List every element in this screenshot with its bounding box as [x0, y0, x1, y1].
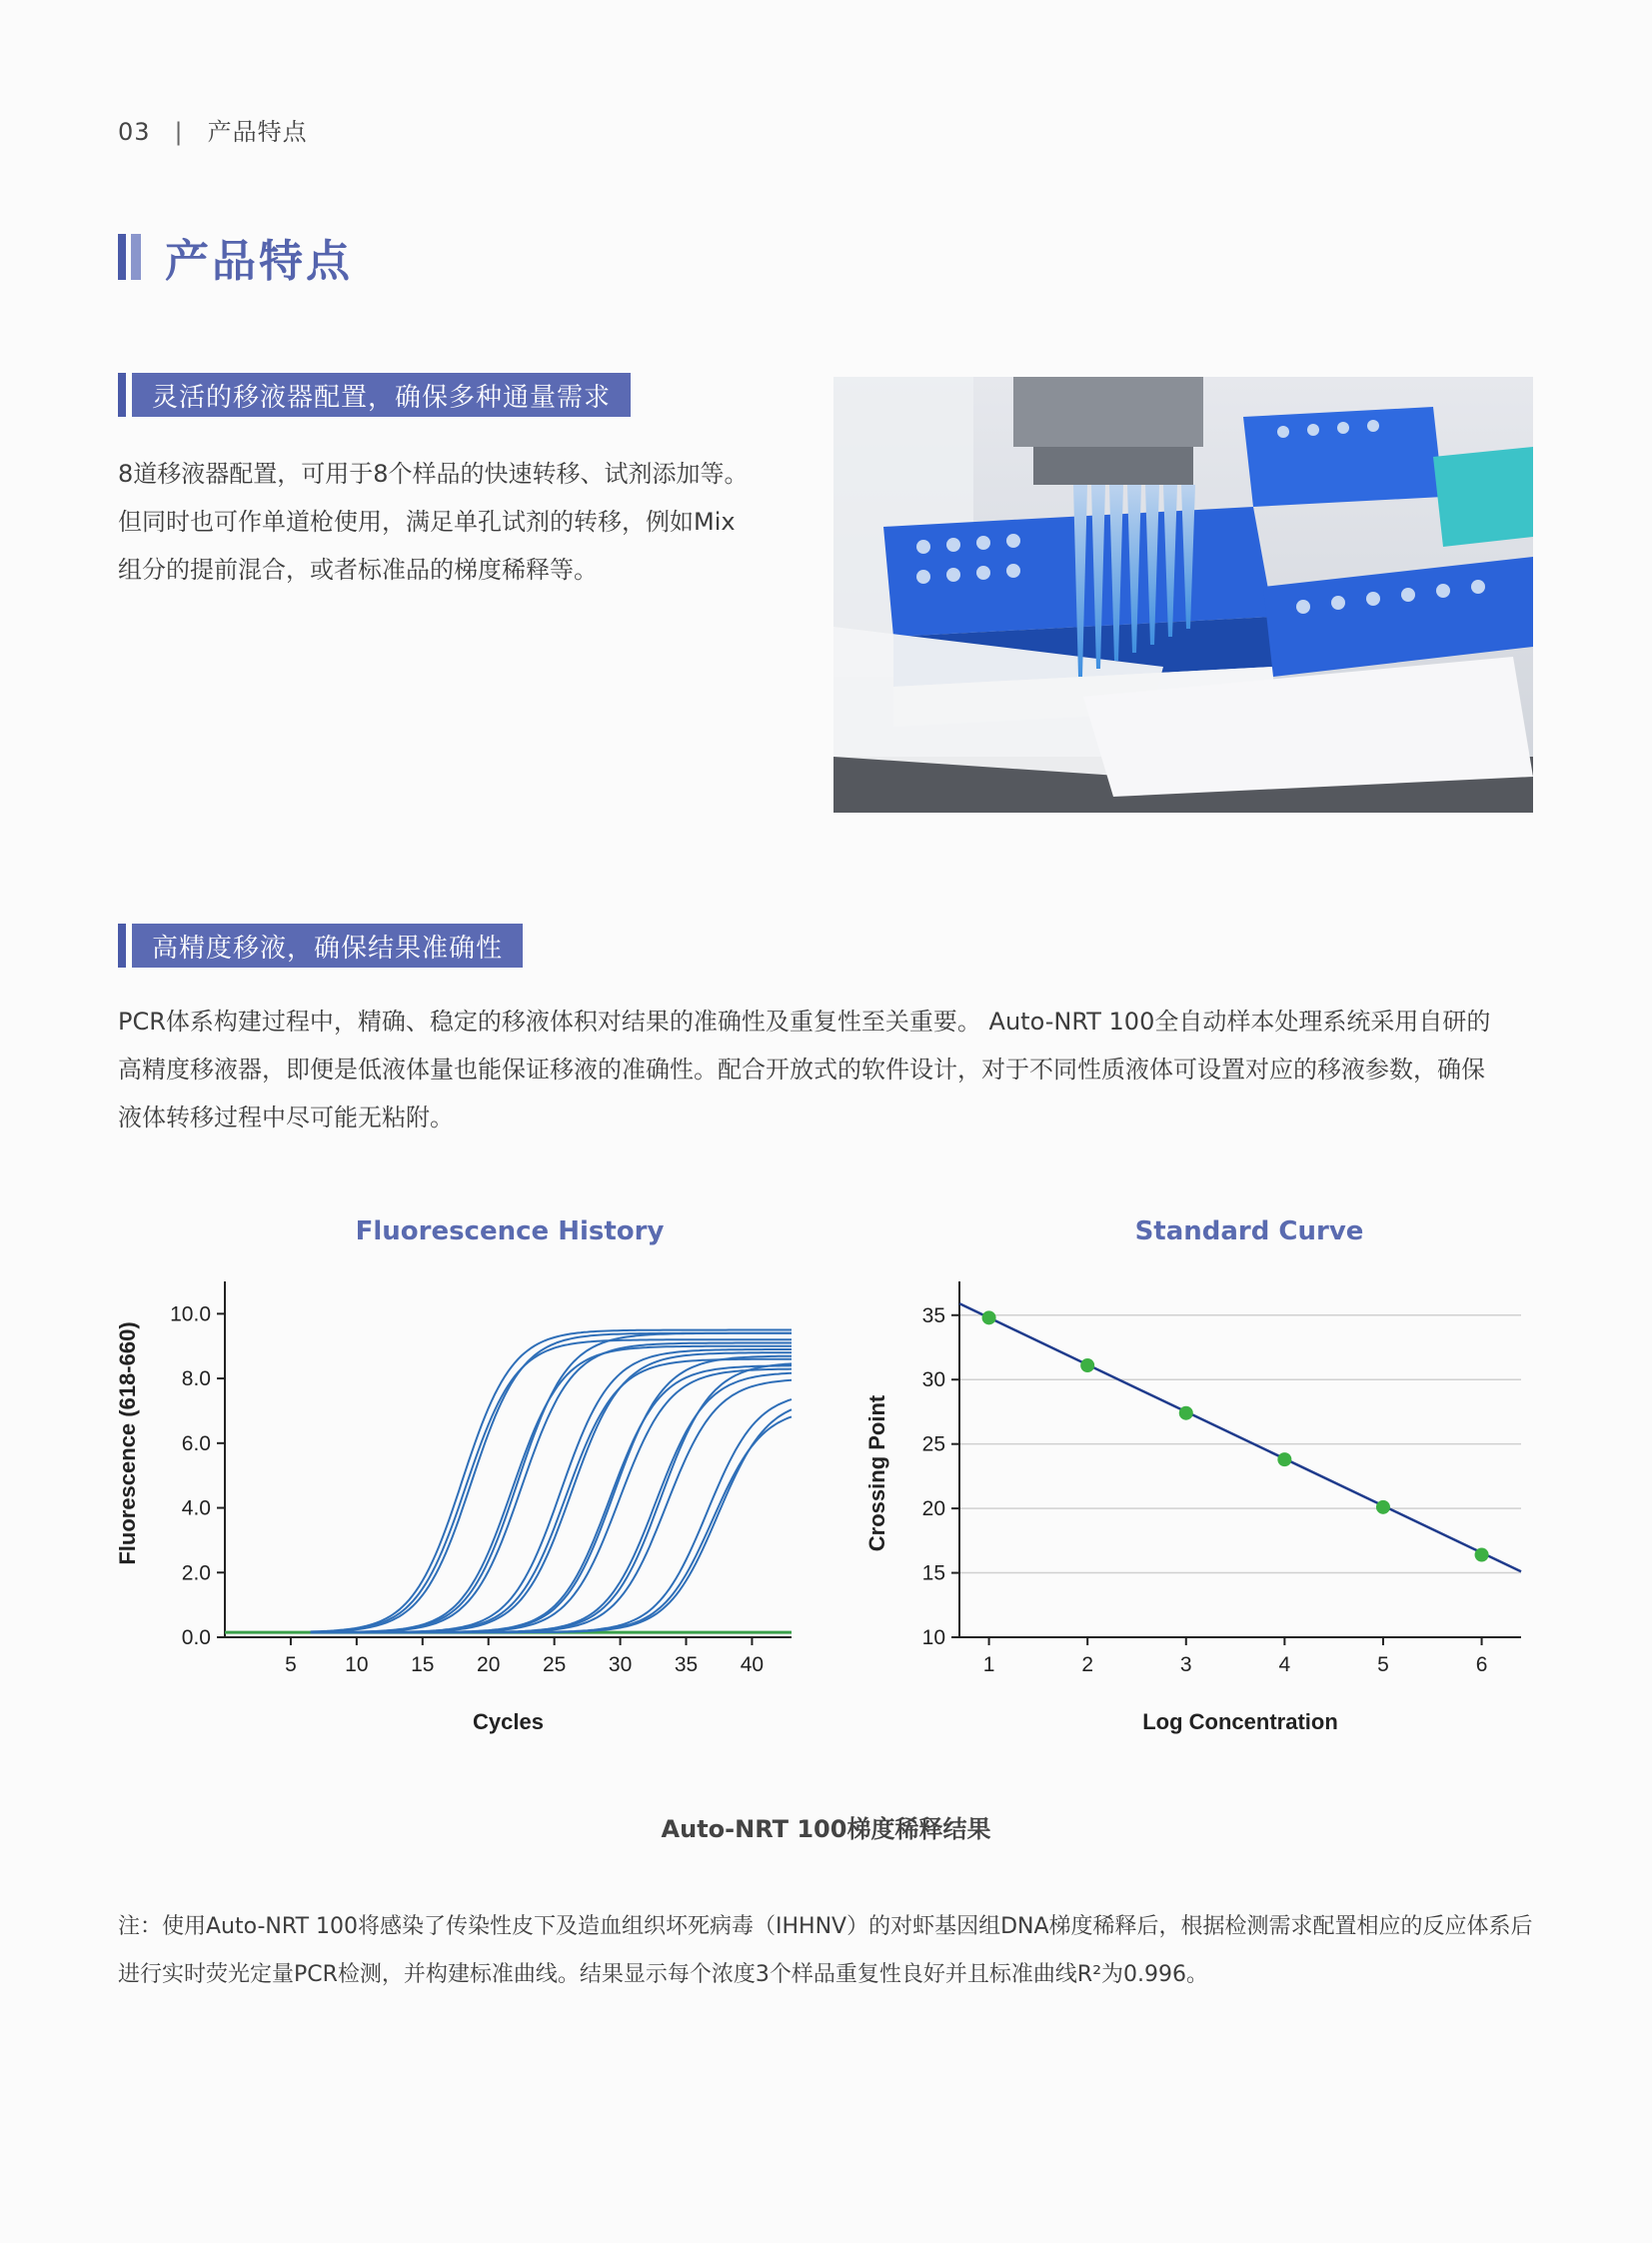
- y-tick-label: 6.0: [181, 1431, 211, 1455]
- x-tick-label: 3: [1179, 1653, 1192, 1676]
- page-title: 产品特点: [165, 236, 353, 287]
- y-tick-label: 35: [921, 1303, 945, 1327]
- x-tick-label: 20: [477, 1653, 501, 1676]
- y-tick-label: 0.0: [181, 1626, 211, 1649]
- amplification-curve-14: [311, 1363, 792, 1632]
- y-tick-label: 8.0: [181, 1367, 211, 1391]
- header-separator: |: [174, 118, 184, 146]
- x-tick-label: 15: [411, 1653, 435, 1676]
- page-number: 03: [118, 118, 151, 146]
- paragraph-line: 液体转移过程中尽可能无粘附。: [118, 1104, 454, 1131]
- header-section: 产品特点: [207, 118, 308, 146]
- y-tick-label: 4.0: [181, 1496, 211, 1520]
- subheading-flexible-pipette: [118, 373, 631, 417]
- x-tick-label: 5: [1377, 1653, 1389, 1676]
- amplification-curve-1: [311, 1330, 792, 1632]
- paragraph-line: 但同时也可作单道枪使用，满足单孔试剂的转移，例如Mix: [118, 508, 736, 536]
- data-point-2: [1080, 1358, 1094, 1372]
- data-point-4: [1277, 1452, 1291, 1466]
- title-bars-decoration: [118, 234, 141, 280]
- amplification-curve-2: [311, 1339, 792, 1631]
- x-tick-label: 2: [1081, 1653, 1094, 1676]
- data-point-6: [1475, 1548, 1489, 1562]
- section-title: [118, 232, 353, 287]
- x-tick-label: 35: [674, 1653, 699, 1676]
- x-tick-label: 30: [608, 1653, 633, 1676]
- x-tick-label: 10: [345, 1653, 369, 1676]
- y-tick-label: 25: [921, 1432, 945, 1456]
- y-tick-label: 2.0: [181, 1561, 211, 1585]
- y-tick-label: 30: [921, 1368, 945, 1392]
- subheading-high-precision: [118, 924, 523, 968]
- x-tick-label: 1: [982, 1653, 995, 1676]
- data-point-1: [982, 1310, 996, 1324]
- paragraph-flexible-pipette: [118, 450, 798, 594]
- standard-curve-chart: [849, 1269, 1539, 1749]
- x-tick-label: 6: [1475, 1653, 1488, 1676]
- subheading-label: 灵活的移液器配置，确保多种通量需求: [132, 373, 631, 417]
- paragraph-line: 组分的提前混合，或者标准品的梯度稀释等。: [118, 556, 598, 584]
- x-axis-label: Log Concentration: [1142, 1709, 1338, 1734]
- footnote-line: 注：使用Auto-NRT 100将感染了传染性皮下及造血组织坏死病毒（IHHNV）的对虾基因组DNA梯度稀释后，根据检测需求配置相应的反应体系后: [118, 1914, 1533, 1939]
- y-tick-label: 20: [921, 1497, 945, 1521]
- y-axis-label: Fluorescence (618-660): [115, 1321, 140, 1565]
- amplification-curve-8: [311, 1359, 792, 1632]
- x-axis-label: Cycles: [473, 1709, 544, 1734]
- amplification-curve-4: [311, 1346, 792, 1632]
- y-tick-label: 15: [921, 1561, 945, 1585]
- x-tick-label: 5: [285, 1653, 297, 1676]
- paragraph-line: PCR体系构建过程中，精确、稳定的移液体积对结果的准确性及重复性至关重要。 Auto-NRT 100全自动样本处理系统采用自研的: [118, 1008, 1491, 1036]
- figure-caption: Auto-NRT 100梯度稀释结果: [661, 1815, 991, 1843]
- x-tick-label: 40: [740, 1653, 765, 1676]
- data-point-3: [1179, 1406, 1193, 1420]
- paragraph-line: 高精度移液器，即便是低液体量也能保证移液的准确性。配合开放式的软件设计，对于不同性质液体可设置对应的移液参数，确保: [118, 1056, 1485, 1084]
- regression-line: [959, 1303, 1521, 1571]
- pipette-photo: [833, 377, 1533, 813]
- y-axis-label: Crossing Point: [864, 1394, 889, 1552]
- footnote-line: 进行实时荧光定量PCR检测，并构建标准曲线。结果显示每个浓度3个样品重复性良好并且标准曲线R²为0.996。: [118, 1962, 1209, 1987]
- amplification-curve-17: [311, 1416, 792, 1632]
- chart-title-fluorescence: Fluorescence History: [355, 1216, 665, 1246]
- x-tick-label: 4: [1278, 1653, 1291, 1676]
- paragraph-high-precision: [118, 998, 1557, 1141]
- footnote: [118, 1903, 1537, 1999]
- chart-title-standard-curve: Standard Curve: [1134, 1216, 1364, 1246]
- y-tick-label: 10: [921, 1626, 945, 1649]
- data-point-5: [1376, 1500, 1390, 1514]
- fluorescence-history-chart: [100, 1269, 820, 1749]
- paragraph-line: 8道移液器配置，可用于8个样品的快速转移、试剂添加等。: [118, 460, 749, 488]
- x-tick-label: 25: [542, 1653, 567, 1676]
- subheading-label: 高精度移液，确保结果准确性: [132, 924, 523, 968]
- y-tick-label: 10.0: [170, 1302, 211, 1326]
- amplification-curve-12: [311, 1369, 792, 1633]
- page-header: [118, 112, 308, 147]
